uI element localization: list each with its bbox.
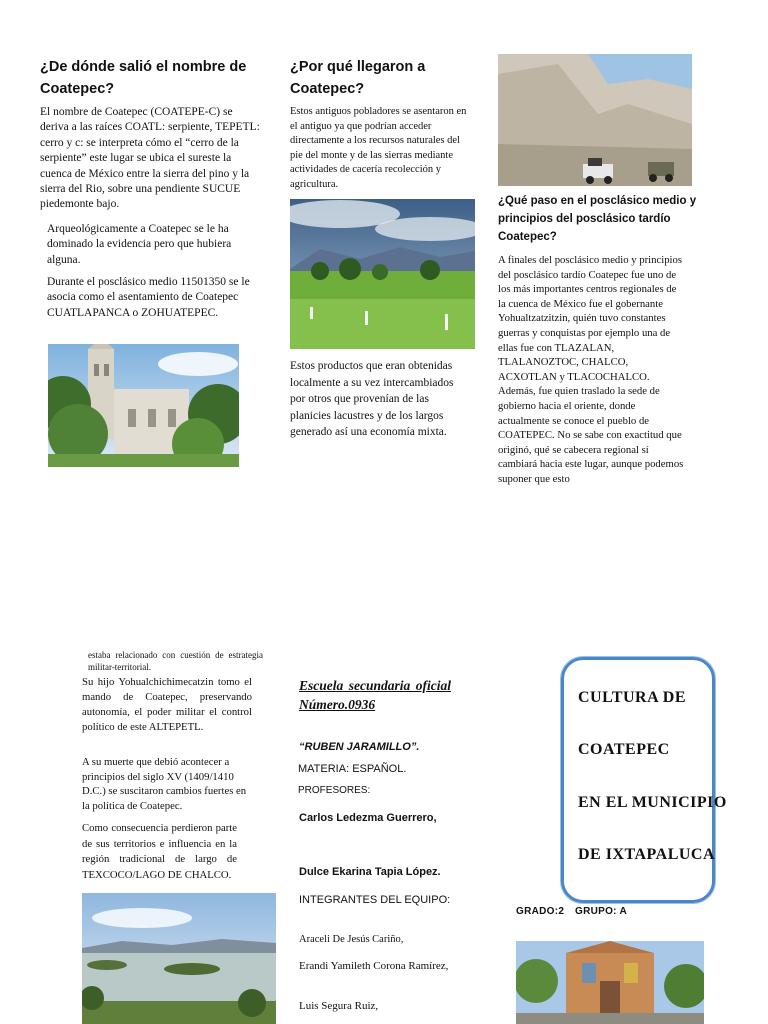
paragraph-military-strategy: estaba relacionado con cuestión de estrategia militar-territorial. (88, 650, 263, 672)
team-member-2: Erandi Yamileth Corona Ramírez, (299, 960, 449, 972)
cover-title-line-1: CULTURA DE (578, 689, 686, 706)
teachers-label: PROFESORES: (298, 785, 371, 796)
lake-photo (82, 893, 276, 1024)
paragraph-territory-loss: Como consecuencia perdieron parte de sus territorios e influencia en la región tradicional de largo de TEXCOCO/LAGO DE CHALCO. (82, 822, 237, 881)
church-photo (48, 344, 239, 467)
paragraph-postclassic-events: A finales del posclásico medio y principios del posclásico tardío Coatepec fue uno de los más importantes centros regionales de la cuenca de México fue el gobernante Yohualtzatzitzin, quién tuvo constantes guerras y conquistas por ejemplo una de ellas fue con TLAZALAN, TLALANOZTOC, CHALCO, ACXOTLAN y TLACOCHALCO. Además, fue quien traslado la sede de gobierno hacia el oriente, donde actualmente se conoce el pueblo de COATEPEC. No se sabe con exactitud que originó, qué se cabecera regional sí cambiará hacia este lugar, aunque podemos suponer que esto (498, 254, 684, 485)
team-member-3: Luis Segura Ruiz, (299, 1000, 379, 1012)
landscape-photo (290, 199, 475, 349)
paragraph-postclassic-settlement: Durante el posclásico medio 11501350 se le asocia como el asentamiento de Coatepec CUATLAPANCA o ZOHUATEPEC. (47, 276, 250, 319)
subject-label: MATERIA: ESPAÑOL. (298, 763, 407, 775)
group-label: GRUPO: A (575, 906, 628, 917)
heading-name-origin: ¿De dónde salió el nombre de Coatepec? (40, 59, 247, 97)
paragraph-archaeology: Arqueológicamente a Coatepec se le ha dominado la evidencia pero que hubiera alguna. (47, 223, 232, 266)
school-name: “RUBEN JARAMILLO”. (299, 741, 420, 753)
paragraph-why-arrived: Estos antiguos pobladores se asentaron en el antiguo ya que podrían acceder directamente a los recursos naturales del pie del monte y de las sierras mediante actividades de cacería recolección y agricultura. (290, 106, 467, 190)
cover-title-line-4: DE IXTAPALUCA (578, 846, 716, 863)
heading-why-arrived: ¿Por qué llegaron a Coatepec? (290, 59, 426, 97)
teacher-name-1: Carlos Ledezma Guerrero, (299, 812, 437, 824)
paragraph-successor: Su hijo Yohualchichimecatzin tomo el mando de Coatepec, preservando autonomía, el poder militar el control político de este ALTEPETL. (82, 676, 252, 733)
team-member-1: Araceli De Jesús Cariño, (299, 934, 404, 945)
heading-postclassic-events: ¿Qué paso en el posclásico medio y principios del posclásico tardío Coatepec? (498, 195, 697, 243)
quarry-photo (498, 54, 692, 186)
paragraph-mixed-economy: Estos productos que eran obtenidas localmente a su vez intercambiados por otros que provenían de las planicies lacustres y de los largos generado así una economía mixta. (290, 360, 454, 438)
school-title: Escuela secundaria oficial Número.0936 (299, 678, 451, 712)
paragraph-death-changes: A su muerte que debió acontecer a principios del siglo XV (1409/1410 D.C.) se suscitaron cambios fuertes en la política de Coatepec. (82, 756, 247, 812)
cover-title-line-2: COATEPEC (578, 741, 670, 758)
team-members-label: INTEGRANTES DEL EQUIPO: (299, 894, 451, 906)
monument-photo (516, 941, 704, 1024)
grade-label: GRADO:2 (516, 906, 565, 917)
paragraph-name-origin: El nombre de Coatepec (COATEPE-C) se deriva a las raíces COATL: serpiente, TEPETL: cerro y c: se interpreta cómo el “cerro de la serpiente” este lugar se ubica el sureste la cuenca de México entre la sierra del pino y la sierra del Rio, sobre una pendiente SUCUE piedemonte bajo. (40, 106, 260, 211)
cover-title-line-3: EN EL MUNICIPIO (578, 794, 727, 811)
teacher-name-2: Dulce Ekarina Tapia López. (299, 866, 441, 878)
